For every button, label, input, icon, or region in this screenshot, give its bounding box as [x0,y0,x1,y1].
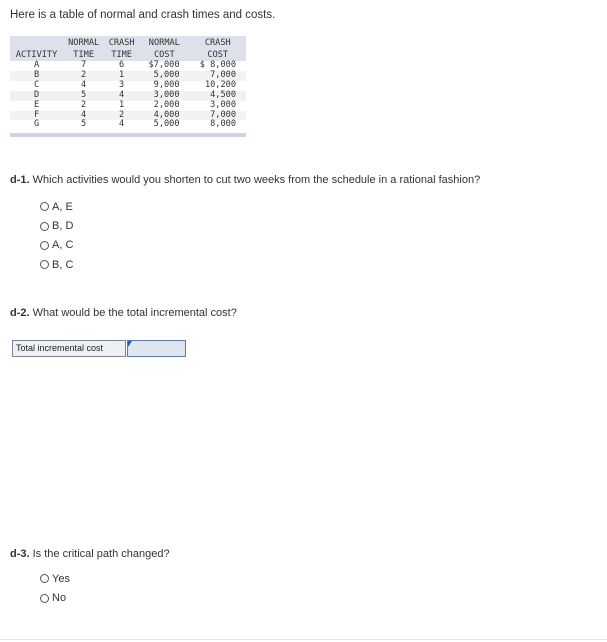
radio-icon[interactable] [40,222,49,231]
column-header: TIME [104,49,139,61]
bottom-divider [0,639,607,640]
crash-cost-cell: $ 8,000 [199,60,236,70]
radio-icon[interactable] [40,260,49,269]
radio-icon[interactable] [40,241,49,250]
crash-time-cell: 2 [104,111,139,121]
crash-cost-cell: 3,000 [210,99,236,110]
normal-cost-cell: 5,000 [139,71,189,81]
normal-time-cell: 2 [81,99,87,110]
normal-cost-cell: 5,000 [153,119,180,130]
question-d3-options [40,569,70,608]
normal-time-cell: 2 [63,71,104,81]
cost-table-container [10,36,246,137]
crash-time-cell: 4 [119,119,125,130]
crash-time-cell: 6 [119,60,125,70]
column-header: CRASH [190,36,246,49]
cost-table [10,36,246,130]
crash-cost-cell: 4,500 [190,91,246,101]
normal-cost-cell: 4,000 [139,111,189,121]
column-header: NORMAL [63,36,104,49]
option-b-d[interactable] [40,216,73,235]
activity-cell: B [10,71,63,81]
option-label: Yes [52,572,70,585]
normal-time-cell: 5 [81,119,87,130]
incremental-cost-label: Total incremental cost [12,340,126,357]
crash-cost-cell: 7,000 [190,71,246,81]
activity-cell: C [33,79,40,90]
question-d3-text: Is the critical path changed? [29,548,170,560]
option-no[interactable] [40,588,70,607]
crash-cost-cell: 10,200 [204,79,236,90]
option-label: B, C [52,258,74,271]
question-d2 [10,307,237,319]
option-label: No [52,592,67,605]
intro-text: Here is a table of normal and crash times and costs. [10,9,276,21]
crash-cost-cell: 7,000 [190,111,246,121]
crash-time-cell: 1 [104,71,139,81]
column-header: CRASH [104,36,139,49]
incremental-cost-input[interactable] [127,340,186,357]
option-label: B, D [52,220,74,233]
activity-cell: D [10,91,63,101]
question-d2-label: d-2. [10,307,30,319]
question-d1-label: d-1. [10,174,30,186]
option-label: A, E [52,200,73,213]
question-d2-text: What would be the total incremental cost? [29,307,237,319]
normal-time-cell: 4 [63,111,104,121]
crash-cost-cell: 8,000 [210,119,236,130]
question-d1-text: Which activities would you shorten to cut two weeks from the schedule in a rational fashion? [29,174,481,186]
column-header: TIME [63,49,104,61]
column-header: NORMAL [139,36,189,49]
normal-time-cell: 4 [81,79,87,90]
radio-icon[interactable] [40,594,49,603]
crash-time-cell: 4 [104,91,139,101]
radio-icon[interactable] [40,574,49,583]
question-d3 [10,548,170,560]
activity-cell: A [33,60,40,70]
question-d1-options [40,197,73,275]
incremental-cost-row [12,340,186,357]
flag-icon [128,341,132,347]
normal-cost-cell: $7,000 [148,60,180,70]
activity-cell: G [33,119,40,130]
normal-time-cell: 7 [81,60,87,70]
option-b-c[interactable] [40,255,73,274]
normal-cost-cell: 9,000 [153,79,180,90]
option-a-e[interactable] [40,197,73,216]
option-label: A, C [52,239,74,252]
question-d1 [10,174,480,186]
table-row [10,120,246,130]
column-header: ACTIVITY [10,49,63,61]
normal-cost-cell: 3,000 [139,91,189,101]
column-header: COST [139,49,189,61]
table-header-row [10,36,246,49]
radio-icon[interactable] [40,202,49,211]
option-a-c[interactable] [40,236,73,255]
table-bottom-rule [10,133,246,137]
crash-time-cell: 3 [119,79,125,90]
activity-cell: E [33,99,40,110]
crash-time-cell: 1 [119,99,125,110]
column-header: COST [190,49,246,61]
normal-time-cell: 5 [63,91,104,101]
normal-cost-cell: 2,000 [153,99,180,110]
column-header [10,36,63,49]
question-d3-label: d-3. [10,548,30,560]
option-yes[interactable] [40,569,70,588]
activity-cell: F [10,111,63,121]
